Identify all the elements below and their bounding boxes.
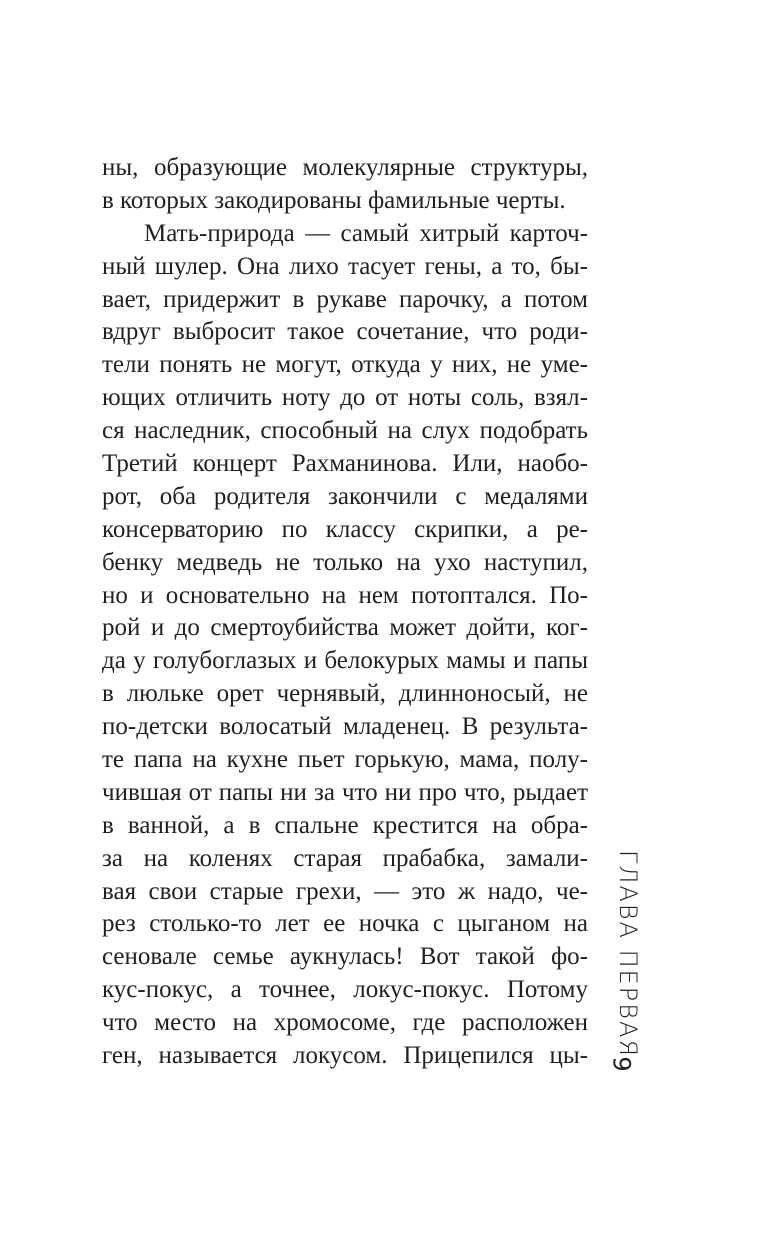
text-line: по-детски волосатый младенец. В результа- — [102, 713, 588, 741]
text-line: да у голубоглазых и белокурых мамы и папы — [102, 647, 588, 675]
running-head — [606, 840, 646, 1100]
text-line: в люльке орет чернявый, длинноносый, не — [102, 680, 588, 708]
text-line: рез столько-то лет ее ночка с цыганом на — [102, 910, 588, 938]
text-line: Третий концерт Рахманинова. Или, наобо- — [102, 450, 588, 478]
text-line: вая свои старые грехи, — это ж надо, че- — [102, 877, 588, 905]
text-line: но и основательно на нем потоптался. По- — [102, 581, 588, 609]
paragraph-first-line: Мать-природа — самый хитрый карточ- — [144, 219, 588, 247]
text-line: тели понять не могут, откуда у них, не уме- — [102, 351, 588, 379]
text-line: ющих отличить ноту до от ноты соль, взял- — [102, 384, 588, 412]
text-line: рот, оба родителя закончили с медалями — [102, 482, 588, 510]
text-line: бенку медведь не только на ухо наступил, — [102, 548, 588, 576]
text-line: в ванной, а в спальне крестится на обра- — [102, 811, 588, 839]
page-number: 9 — [607, 1056, 636, 1072]
chapter-title: ГЛАВА ПЕРВАЯ — [614, 850, 642, 1059]
text-line: ный шулер. Она лихо тасует гены, а то, бы- — [102, 252, 588, 280]
text-line: вает, придержит в рукаве парочку, а потом — [102, 285, 588, 313]
text-line: ся наследник, способный на слух подобрать — [102, 417, 588, 445]
text-line: ны, образующие молекулярные структуры, — [102, 154, 588, 181]
text-line: рой и до смертоубийства может дойти, ког- — [102, 614, 588, 642]
text-line: чившая от папы ни за что ни про что, рыдает — [102, 778, 588, 806]
text-line: ген, называется локусом. Прицепился цы- — [102, 1042, 588, 1070]
text-line: за на коленях старая прабабка, замали- — [102, 844, 588, 872]
text-line: кус-покус, а точнее, локус-покус. Потому — [102, 976, 588, 1004]
text-line: консерваторию по классу скрипки, а ре- — [102, 515, 588, 543]
body-text — [102, 152, 588, 1073]
text-line: вдруг выбросит такое сочетание, что роди- — [102, 318, 588, 346]
text-line: сеновале семье аукнулась! Вот такой фо- — [102, 943, 588, 971]
text-line: те папа на кухне пьет горькую, мама, полу- — [102, 746, 588, 774]
text-line: что место на хромосоме, где расположен — [102, 1009, 588, 1037]
text-line: в которых закодированы фамильные черты. — [102, 186, 566, 214]
